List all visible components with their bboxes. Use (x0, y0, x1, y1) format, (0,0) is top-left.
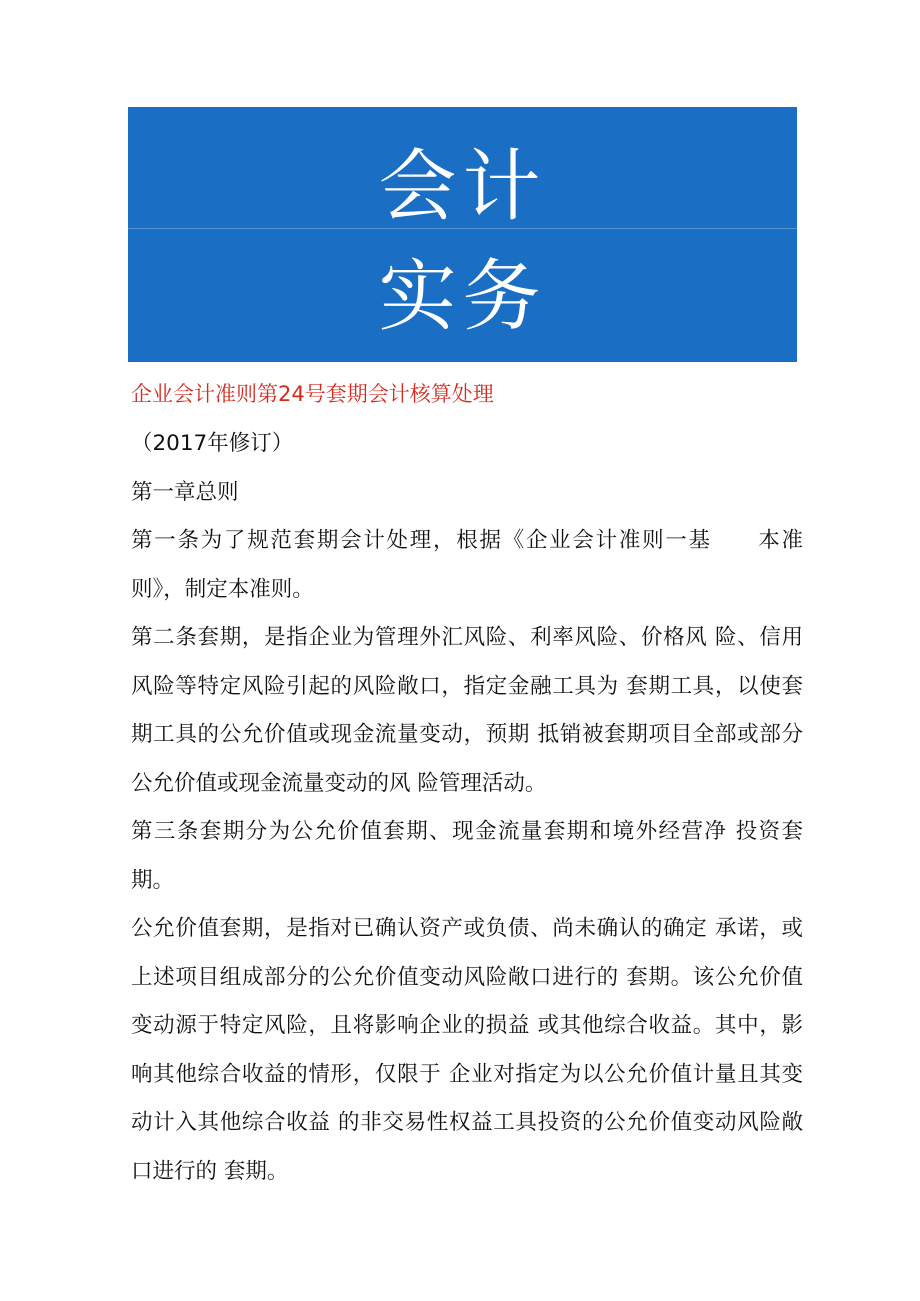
fair-value-hedge-paragraph: 公允价值套期，是指对已确认资产或负债、尚未确认的确定 承诺，或上述项目组成部分的公允价值变动风险敞口进行的 套期。该公允价值变动源于特定风险，且将影响企业的损益 或其他综合收益。其中，影响其他综合收益的情形，仅限于 企业对指定为以公允价值计量且其变动计入其他综合收益 的非交易性权益工具投资的公允价值变动风险敞口进行的 套期。 (131, 916, 803, 1184)
article-2-paragraph: 第二条套期，是指企业为管理外汇风险、利率风险、价格风 险、信用风险等特定风险引起的风险敞口，指定金融工具为 套期工具，以使套期工具的公允价值或现金流量变动，预期 抵销被套期项目全部或部分公允价值或现金流量变动的风 险管理活动。 (131, 625, 803, 796)
chapter-heading: 第一章总则 (131, 479, 239, 505)
title-banner (128, 107, 797, 362)
document-body (131, 420, 803, 1196)
document-title: 企业会计准则第24号套期会计核算处理 (131, 382, 494, 406)
article-1-paragraph: 第一条为了规范套期会计处理，根据《企业会计准则一基 本准则》，制定本准则。 (131, 528, 803, 602)
article-3-paragraph: 第三条套期分为公允价值套期、现金流量套期和境外经营净 投资套期。 (131, 819, 803, 893)
banner-title-line-2: 实务 (378, 252, 547, 342)
banner-title-line-1: 会计 (378, 142, 547, 232)
revision-note: （2017年修订） (131, 431, 294, 456)
